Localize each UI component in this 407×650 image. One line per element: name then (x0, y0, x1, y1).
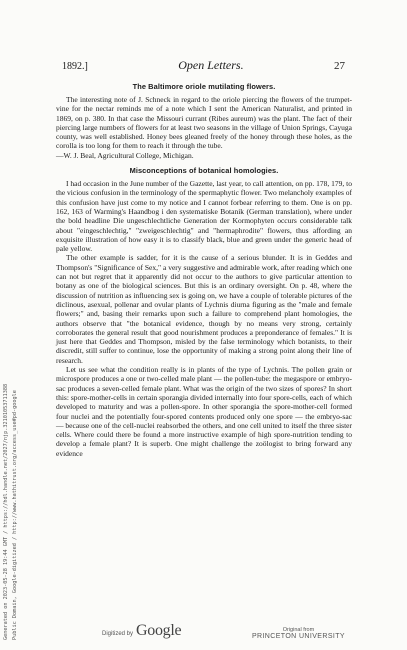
paragraph: I had occasion in the June number of the Gazette, last year, to call attention, on pp. 178, 179, to the vicious confusion in the terminology of the spermaphytic flower. Two melancholy examples of this confusion have just come to my notice and I cannot forbear referring to them. One is on pp. 162, 163 of Warming's Haandbog i den systematiske Botanik (German translation), where under the bold headline Die ungeschlechtliche Generation der Kormophyten occurs considerable talk about "eingeschlechtig," "zweigeschlechtig" and "hermaphrodite" flowers, thus affording an exquisite illustration of how easy it is to classify black, blue and green under the generic head of pale yellow. (56, 179, 352, 254)
section-heading: The Baltimore oriole mutilating flowers. (132, 82, 276, 91)
header-date: 1892.] (62, 61, 88, 72)
running-header (62, 58, 345, 72)
section-oriole (56, 82, 352, 160)
digitized-by-label: Digitized by (102, 631, 134, 637)
paragraph: The interesting note of J. Schneck in regard to the oriole piercing the flowers of the trumpet-vine for the nectar reminds me of a note which I sent the American Naturalist, and printed in 1869, on p. 380. In that case the Missouri currant (Ribes aureum) was the plant. The fact of their piercing large numbers of flowers for at least two seasons in the village of Union Springs, Cayuga county, was well established. Honey bees gleaned freely of the honey through these holes, as the corolla is too long for them to reach it through the tube. (56, 95, 352, 151)
generated-note: Generated on 2023-05-28 19:44 GMT / https://hdl.handle.net/2027/njp.32101053711388 (3, 383, 9, 640)
digitization-footer (0, 618, 407, 642)
signature: —W. J. Beal, Agricultural College, Michigan. (56, 150, 194, 160)
institution-name: PRINCETON UNIVERSITY (251, 633, 345, 640)
original-from (252, 627, 345, 640)
section-heading: Misconceptions of botanical homologies. (129, 166, 279, 176)
rights-note: Public Domain, Google-digitized / http://www.hathitrust.org/access_use#pd-google (12, 390, 18, 640)
hathitrust-margin-note (2, 250, 18, 640)
header-title: Open Letters. (178, 58, 244, 72)
section-homologies (56, 166, 352, 458)
original-from-label: Original from (282, 627, 315, 633)
article-body (56, 82, 352, 464)
page-number: 27 (333, 60, 345, 72)
google-logo: Google (136, 622, 182, 639)
paragraph: Let us see what the condition really is in plants of the type of Lychnis. The pollen grain or microspore produces a one or two-celled male plant — the pollen-tube: the megaspore or embryo-sac produces a seven-celled female plant. What was the origin of the two sizes of spores? In short this: spore-mother-cells in certain sporangia divided internally into four spore-cells, each of which developed to maturity and was a pollen-spore. In other sporangia the spore-mother-cell formed four nuclei and the potentially four-spored contents produced only one spore — the embryo-sac — because one of the cell-nuclei reabsorbed the others, and one cell united to itself the three sister cells. Where could there be found a more instructive example of high spore-nutrition tending to develop a female plant? It is superb. One might challenge the zoölogist to bring forward any evidence (56, 365, 352, 458)
digitized-by-google (102, 622, 181, 640)
paragraph: The other example is sadder, for it is the cause of a serious blunder. It is in Geddes and Thompson's "Significance of Sex," a very suggestive and admirable work, after reading which one can not but regret that it apparently did not occur to the authors to give particular attention to botany as one of the biological sciences. But this is an ordinary oversight. On p. 48, where the discussion of nutrition as influencing sex is going on, we have a couple of tolerable pictures of the diclinous, asexual, pollenar and ovular plants of Lychnis diurna figuring as the "male and female flowers;" and, basing their remarks upon such a failure to comprehend plant homologies, the authors observe that "the botanical evidence, though by no means very strong, certainly corroborates the general result that good nourishment produces a preponderance of females." It is just here that Geddes and Thompson, misled by the false terminology which botanists, to their discredit, still suffer to continue, lose the opportunity of making a strong point along their line of research. (56, 253, 352, 365)
